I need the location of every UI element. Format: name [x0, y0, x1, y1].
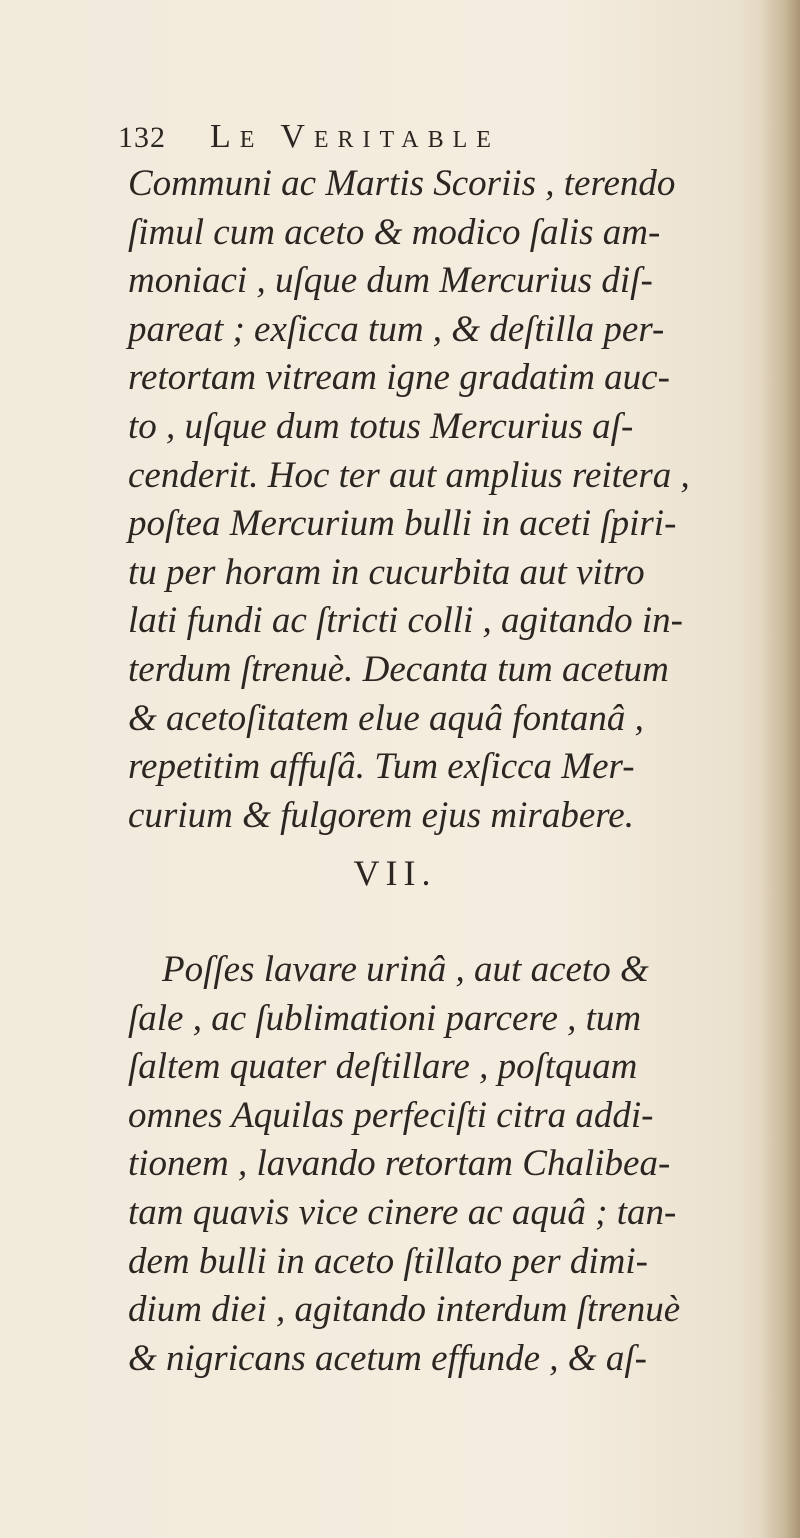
text-line: dium diei , agitando interdum ſtrenuè	[128, 1289, 681, 1331]
text-line: & acetoſitatem elue aquâ fontanâ ,	[128, 697, 644, 739]
text-line: dem bulli in aceto ſtillato per dimi-	[128, 1240, 648, 1282]
text-line: lati fundi ac ſtricti colli , agitando in-	[128, 600, 683, 642]
text-line: terdum ſtrenuè. Decanta tum acetum	[128, 648, 669, 690]
paragraph-2	[128, 946, 688, 1383]
text-line: moniaci , uſque dum Mercurius diſ-	[128, 260, 653, 302]
paragraph-1	[128, 160, 688, 840]
text-line: tu per horam in cucurbita aut vitro	[128, 551, 645, 593]
page-edge-shadow	[760, 0, 800, 1538]
text-line: & nigricans acetum effunde , & aſ-	[128, 1337, 647, 1379]
text-line: ſale , ac ſublimationi parcere , tum	[128, 997, 642, 1039]
text-line: repetitim affuſâ. Tum exſicca Mer-	[128, 746, 635, 788]
text-line: tam quavis vice cinere ac aquâ ; tan-	[128, 1191, 677, 1233]
text-line: to , uſque dum totus Mercurius aſ-	[128, 405, 634, 447]
text-line: pareat ; exſicca tum , & deſtilla per-	[128, 308, 665, 350]
page-header	[118, 118, 678, 162]
text-line: poſtea Mercurium bulli in aceti ſpiri-	[128, 503, 677, 545]
text-line: ſaltem quater deſtillare , poſtquam	[128, 1046, 638, 1088]
text-line: curium & fulgorem ejus mirabere.	[128, 794, 634, 836]
text-line: Poſſes lavare urinâ , aut aceto &	[162, 949, 649, 990]
text-line: retortam vitream igne gradatim auc-	[128, 357, 670, 399]
section-heading: VII.	[353, 853, 437, 893]
running-title: Le Veritable	[210, 118, 500, 155]
text-line: ſimul cum aceto & modico ſalis am-	[128, 211, 661, 253]
text-line: omnes Aquilas perfeciſti citra addi-	[128, 1094, 654, 1136]
page-number: 132	[118, 121, 166, 154]
text-line: Communi ac Martis Scoriis , terendo	[128, 163, 676, 204]
text-line: tionem , lavando retortam Chalibea-	[128, 1143, 671, 1185]
text-line: cenderit. Hoc ter aut amplius reitera ,	[128, 454, 690, 496]
